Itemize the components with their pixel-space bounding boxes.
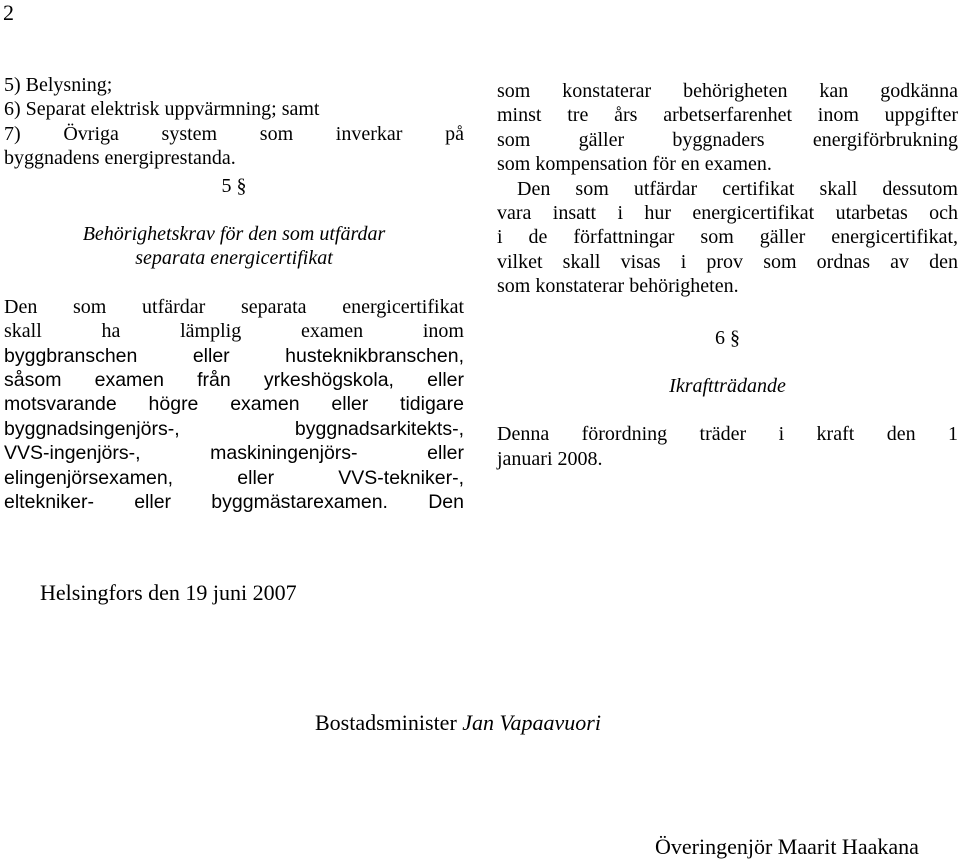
list-item: 7) Övriga system som inverkar på [4,122,464,145]
body-line: Den som utfärdar separata energicertifikat [4,295,464,318]
body-line: elingenjörsexamen, eller VVS-tekniker-, [4,466,464,489]
list-item: 6) Separat elektrisk uppvärmning; samt [4,98,320,121]
section-title: Ikraftträdande [669,375,786,398]
body-line: byggnadsingenjörs-, byggnadsarkitekts-, [4,417,464,440]
list-item: 5) Belysning; [4,74,113,96]
body-line: som konstaterar behörigheten kan godkänna [497,80,958,102]
body-line: VVS-ingenjörs-, maskiningenjörs- eller [4,442,464,465]
body-line: i de författningar som gäller energicertifikat, [497,226,958,249]
body-line: som gäller byggnaders energiförbrukning [497,128,958,151]
section-heading: 6 § [715,326,740,349]
official-signature: Överingenjör Maarit Haakana [655,834,919,859]
list-item: byggnadens energiprestanda. [4,147,236,170]
minister-title: Bostadsminister [315,710,457,735]
body-line: som konstaterar behörigheten. [497,275,739,298]
body-line: Denna förordning träder i kraft den 1 [497,423,958,446]
right-column [497,79,958,471]
section-title-line: Behörighetskrav för den som utfärdar [82,223,386,246]
body-line: som kompensation för en examen. [497,153,772,176]
section-title-line: separata energicertifikat [135,247,333,270]
body-line: vilket skall visas i prov som ordnas av den [497,250,958,273]
body-line: skall ha lämplig examen inom [4,320,464,343]
section-heading: 5 § [221,174,247,197]
left-column [4,73,464,515]
body-line: eltekniker- eller byggmästarexamen. Den [4,491,464,514]
body-line: såsom examen från yrkeshögskola, eller [4,369,464,392]
body-line: vara insatt i hur energicertifikat utarbetas och [497,202,958,225]
place-date: Helsingfors den 19 juni 2007 [40,580,297,605]
page-number: 2 [3,0,14,25]
minister-signature [315,710,601,736]
body-line: Den som utfärdar certifikat skall dessutom [517,177,958,200]
body-line: januari 2008. [497,447,603,470]
minister-name: Jan Vapaavuori [462,710,601,735]
body-line: motsvarande högre examen eller tidigare [4,393,464,416]
body-line: byggbranschen eller husteknikbranschen, [4,344,464,367]
body-line: minst tre års arbetserfarenhet inom uppgifter [497,104,958,127]
